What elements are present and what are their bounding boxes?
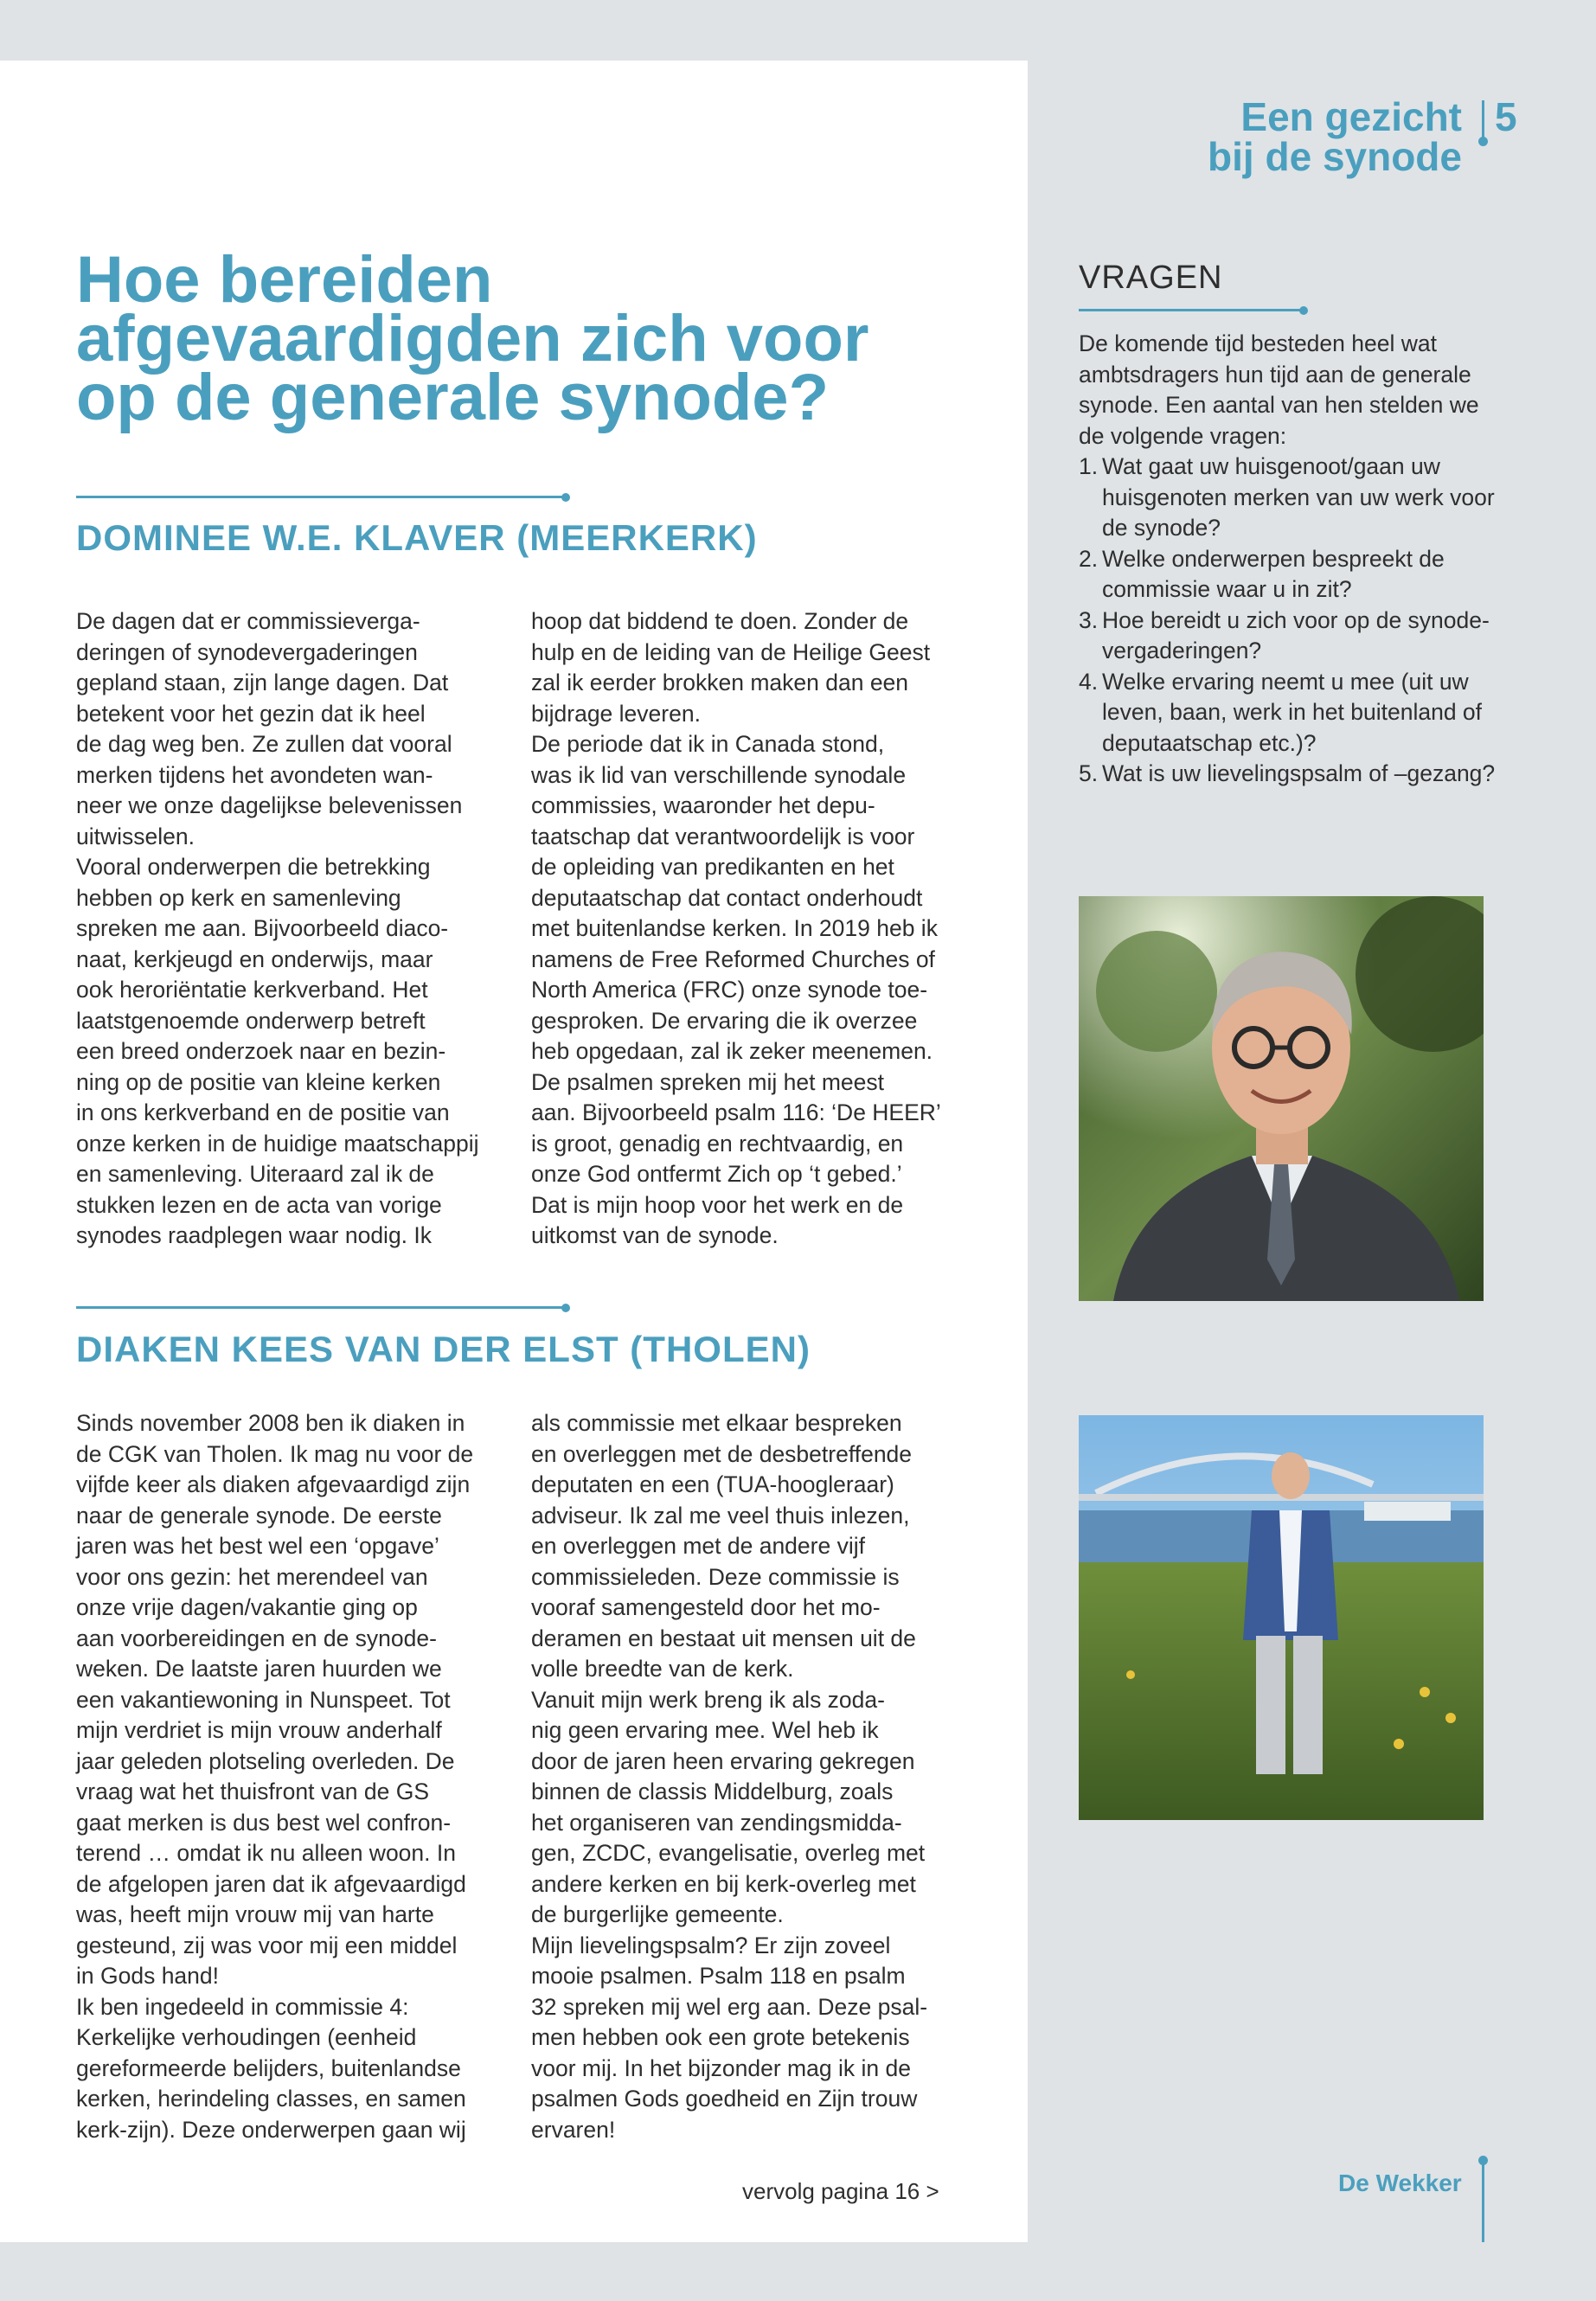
question-text: Hoe bereidt u zich voor op de synode- vergaderingen? xyxy=(1102,606,1490,663)
brand-rule xyxy=(1482,2159,1484,2242)
continued-link[interactable]: vervolg pagina 16 > xyxy=(742,2178,939,2204)
sidebar-divider xyxy=(1079,309,1304,311)
questions-list xyxy=(1079,452,1529,790)
sidebar-divider-dot xyxy=(1299,306,1308,315)
magazine-brand: De Wekker xyxy=(1338,2170,1462,2196)
question-item xyxy=(1079,667,1529,760)
person1-column1: De dagen dat er commissieverga- deringen of synodevergaderingen gepland staan, zijn lange dagen. Dat betekent voor het gezin dat ik heel de dag weg ben. Ze zullen dat vooral merken tijdens het avondeten wan- neer we onze dagelijkse belevenissen uitwisselen. Vooral onderwerpen die betrekking hebben op kerk en samenleving spreken me aan. Bijvoorbeeld diaco- naat, kerkjeugd en onderwijs, maar ook heroriëntatie kerkverband. Het laatstgenoemde onderwerp betreft een breed onderzoek naar en bezin- ning op de positie van kleine kerken in ons kerkverband en de positie van onze kerken in de huidige maatschappij en samenleving. Uiteraard zal ik de stukken lezen en de acta van vorige synodes raadplegen waar nodig. Ik xyxy=(76,608,479,1248)
question-text: Welke ervaring neemt u mee (uit uw leven, baan, werk in het buitenland of deputaatschap etc.)? xyxy=(1102,668,1483,756)
brand-dot xyxy=(1478,2156,1488,2165)
person1-column2: hoop dat biddend te doen. Zonder de hulp en de leiding van de Heilige Geest zal ik eerder brokken maken dan een bijdrage leveren. De periode dat ik in Canada stond, was ik lid van verschillende synodale commissies, waaronder het depu- taatschap dat verantwoordelijk is voor de opleiding van predikanten en het deputaatschap dat contact onderhoudt met buitenlandse kerken. In 2019 heb ik namens de Free Reformed Churches of North America (FRC) onze synode toe- gesproken. De ervaring die ik overzee heb opgedaan, zal ik zeker meenemen. De psalmen spreken mij het meest aan. Bijvoorbeeld psalm 116: ‘De HEER’ is groot, genadig en rechtvaardig, en onze God ontfermt Zich op ‘t gebed.’ Dat is mijn hoop voor het werk en de uitkomst van de synode. xyxy=(531,608,941,1248)
sidebar-intro: De komende tijd besteden heel wat ambtsdragers hun tijd aan de generale synode. Een aantal van hen stelden we de volgende vragen: xyxy=(1079,330,1479,449)
portrait-photo-van-der-elst-image xyxy=(1079,1415,1484,1820)
question-number: 4. xyxy=(1079,668,1099,695)
question-number: 5. xyxy=(1079,760,1099,786)
divider-dot-person2 xyxy=(561,1304,570,1312)
person2-column2: als commissie met elkaar bespreken en overleggen met de desbetreffende deputaten en een (TUA-hoogleraar) adviseur. Ik zal me veel thuis inlezen, en overleggen met de andere vijf commissieleden. Deze commissie is vooraf samengesteld door het mo- deramen en bestaat uit mensen uit de volle breedte van de kerk. Vanuit mijn werk breng ik als zoda- nig geen ervaring mee. Wel heb ik door de jaren heen ervaring gekregen binnen de classis Middelburg, zoals het organiseren van zendingsmidda- gen, ZCDC, evangelisatie, overleg met andere kerken en bij kerk-overleg met de burgerlijke gemeente. Mijn lievelingspsalm? Er zijn zoveel mooie psalmen. Psalm 118 en psalm 32 spreken mij wel erg aan. Deze psal- men hebben ook een grote betekenis voor mij. In het bijzonder mag ik in de psalmen Gods goedheid en Zijn trouw ervaren! xyxy=(531,1410,928,2143)
portrait-photo-klaver xyxy=(1079,896,1484,1301)
section-title-line2: bij de synode xyxy=(1208,134,1462,179)
question-item xyxy=(1079,544,1529,606)
headline-line3: op de generale synode? xyxy=(76,361,829,434)
sidebar-title: VRAGEN xyxy=(1079,260,1223,296)
question-text: Welke onderwerpen bespreekt de commissie waar u in zit? xyxy=(1102,545,1445,602)
question-item xyxy=(1079,606,1529,667)
page-number-rule xyxy=(1482,100,1484,142)
question-number: 2. xyxy=(1079,545,1099,572)
portrait-photo-van-der-elst xyxy=(1079,1415,1484,1820)
divider-person1 xyxy=(76,496,566,498)
person1-heading: DOMINEE W.E. KLAVER (MEERKERK) xyxy=(76,517,758,558)
person2-heading: DIAKEN KEES VAN DER ELST (THOLEN) xyxy=(76,1329,811,1369)
question-text: Wat gaat uw huisgenoot/gaan uw huisgenoten merken van uw werk voor de synode? xyxy=(1102,453,1495,541)
question-item xyxy=(1079,759,1529,790)
headline-line1: Hoe bereiden xyxy=(76,243,493,317)
article-headline xyxy=(76,243,1010,434)
question-item xyxy=(1079,452,1529,544)
question-text: Wat is uw lievelingspsalm of –gezang? xyxy=(1102,760,1496,786)
question-number: 1. xyxy=(1079,453,1099,479)
section-title-line1: Een gezicht xyxy=(1240,94,1462,139)
question-number: 3. xyxy=(1079,606,1099,633)
section-title xyxy=(1208,94,1462,179)
person2-column1: Sinds november 2008 ben ik diaken in de CGK van Tholen. Ik mag nu voor de vijfde keer als diaken afgevaardigd zijn naar de generale synode. De eerste jaren was het best wel een ‘opgave’ voor ons gezin: het merendeel van onze vrije dagen/vakantie ging op aan voorbereidingen en de synode- weken. De laatste jaren huurden we een vakantiewoning in Nunspeet. Tot mijn verdriet is mijn vrouw anderhalf jaar geleden plotseling overleden. De vraag wat het thuisfront van de GS gaat merken is dus best wel confron- terend … omdat ik nu alleen woon. In de afgelopen jaren dat ik afgevaardigd was, heeft mijn vrouw mij van harte gesteund, zij was voor mij een middel in Gods hand! Ik ben ingedeeld in commissie 4: Kerkelijke verhoudingen (eenheid gereformeerde belijders, buitenlandse kerken, herindeling classes, en samen kerk-zijn). Deze onderwerpen gaan wij xyxy=(76,1410,474,2143)
headline-line2: afgevaardigden zich voor xyxy=(76,302,869,375)
portrait-photo-klaver-image xyxy=(1079,896,1484,1301)
page-number: 5 xyxy=(1495,94,1517,139)
divider-dot-person1 xyxy=(561,493,570,502)
divider-person2 xyxy=(76,1306,566,1309)
page-number-dot xyxy=(1478,137,1488,146)
